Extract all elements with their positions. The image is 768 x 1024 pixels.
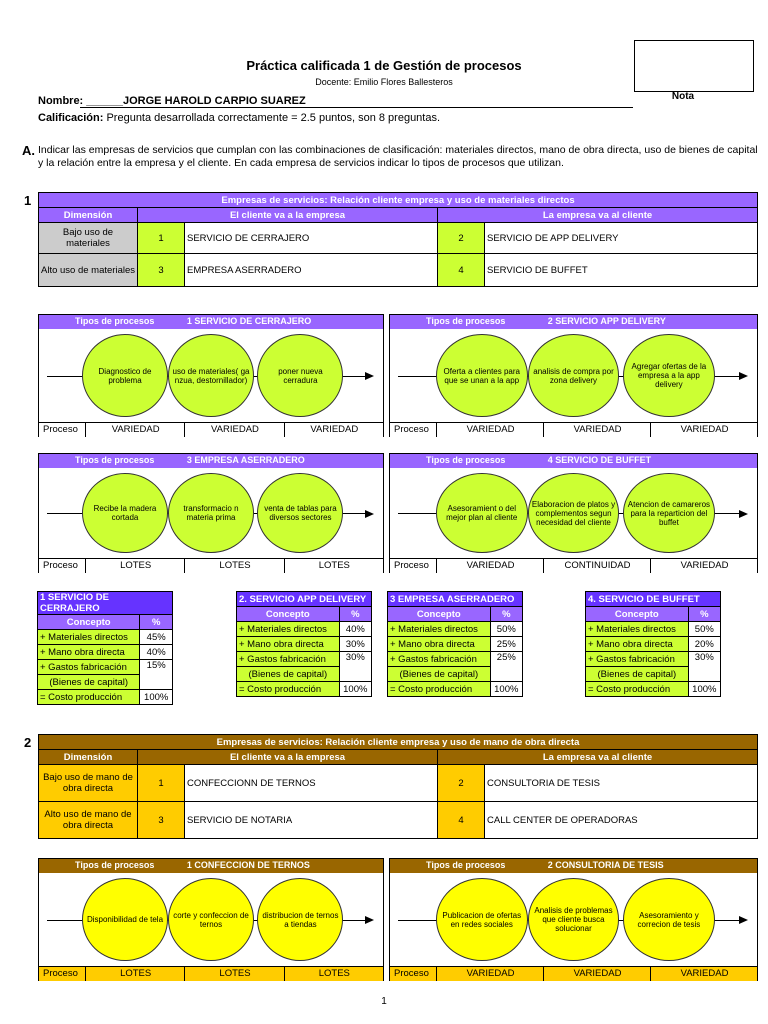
process-type-value: VARIEDAD: [650, 967, 758, 981]
process-type-value: VARIEDAD: [543, 423, 651, 437]
q1-table-title: Empresas de servicios: Relación cliente empresa y uso de materiales directos: [39, 193, 758, 208]
process-footer: [39, 966, 383, 981]
q2-row2-n1: 3: [138, 802, 185, 839]
process-header: [390, 859, 757, 873]
q1-row2-n2: 4: [438, 254, 485, 287]
q1-row1-s2: SERVICIO DE APP DELIVERY: [485, 223, 758, 254]
table-row: [39, 223, 758, 254]
question-2-number: 2: [24, 735, 32, 750]
process-step: distribucion de ternos a tiendas: [257, 878, 343, 961]
table-row: [586, 652, 721, 667]
process-footer-label: Proceso: [43, 560, 78, 571]
process-step: Atencion de camareros para la reparticion del buffet: [623, 473, 715, 553]
process-box: [38, 453, 384, 573]
table-row: [237, 637, 372, 652]
process-company-name: 3 EMPRESA ASERRADERO: [186, 455, 305, 465]
cost-row-label: + Mano obra directa: [237, 637, 340, 652]
q1-classification-table: [38, 192, 758, 287]
cost-row-label: + Mano obra directa: [388, 637, 491, 652]
process-type-value: LOTES: [284, 559, 384, 573]
cost-row-label: + Materiales directos: [388, 622, 491, 637]
process-footer: [390, 558, 757, 573]
process-type-value: VARIEDAD: [543, 967, 651, 981]
grade-box: [634, 40, 754, 92]
process-type-value: LOTES: [85, 967, 185, 981]
cost-table: [387, 591, 523, 697]
process-footer: [39, 558, 383, 573]
cost-row-label: + Mano obra directa: [586, 637, 689, 652]
process-type-label: Tipos de procesos: [75, 316, 155, 326]
table-row: [388, 637, 523, 652]
q1-row1-s1: SERVICIO DE CERRAJERO: [185, 223, 438, 254]
cost-row-label: + Mano obra directa: [38, 645, 140, 660]
table-row: [38, 690, 173, 705]
arrow-right-icon: [739, 372, 748, 380]
process-header: [39, 859, 383, 873]
process-step: corte y confeccion de ternos: [168, 878, 254, 961]
process-type-value: VARIEDAD: [436, 967, 544, 981]
cost-row-value: 15%: [140, 660, 173, 690]
cost-table-title: 3 EMPRESA ASERRADERO: [388, 592, 523, 607]
arrow-right-icon: [739, 916, 748, 924]
table-row: [388, 682, 523, 697]
grade-label: Nota: [671, 91, 695, 102]
cost-col-concept: Concepto: [38, 615, 140, 630]
table-row: [39, 254, 758, 287]
cost-table: [236, 591, 372, 697]
process-header: [390, 315, 757, 329]
process-step: Analisis de problemas que cliente busca solucionar: [528, 878, 620, 961]
cost-row-value: 40%: [339, 622, 371, 637]
q2-row2-n2: 4: [438, 802, 485, 839]
table-row: [38, 660, 173, 675]
arrow-right-icon: [739, 510, 748, 518]
process-step: Oferta a clientes para que se unan a la app: [436, 334, 528, 417]
process-footer-label: Proceso: [394, 560, 429, 571]
table-row: [388, 592, 523, 607]
table-row: [388, 652, 523, 667]
q2-table-title: Empresas de servicios: Relación cliente empresa y uso de mano de obra directa: [39, 735, 758, 750]
cost-row-label: + Gastos fabricación: [586, 652, 689, 667]
cost-row-value: 25%: [490, 637, 522, 652]
cost-row-label: + Materiales directos: [38, 630, 140, 645]
process-type-label: Tipos de procesos: [426, 316, 506, 326]
cost-row-value: 50%: [490, 622, 522, 637]
cost-col-concept: Concepto: [586, 607, 689, 622]
process-company-name: 2 CONSULTORIA DE TESIS: [547, 860, 664, 870]
q2-row1-s2: CONSULTORIA DE TESIS: [485, 765, 758, 802]
section-instructions: Indicar las empresas de servicios que cumplan con las combinaciones de clasificación: materiales directos, mano de obra directa, uso de bienes de capital y la relación entre la empresa y el cliente. En cada empresa de servicios indicar lo tipos de procesos que utilizan.: [38, 144, 758, 169]
q1-col-dimension: Dimensión: [39, 208, 138, 223]
process-footer-label: Proceso: [43, 968, 78, 979]
cost-col-percent: %: [490, 607, 522, 622]
q2-classification-table: [38, 734, 758, 839]
name-underline: [80, 107, 633, 108]
process-header: [39, 454, 383, 468]
q2-row1-s1: CONFECCIONN DE TERNOS: [185, 765, 438, 802]
process-type-label: Tipos de procesos: [426, 455, 506, 465]
process-header: [39, 315, 383, 329]
process-footer: [390, 966, 757, 981]
table-row: [38, 645, 173, 660]
cost-row-label: (Bienes de capital): [38, 675, 140, 690]
q2-row1-dim: Bajo uso de mano de obra directa: [39, 765, 138, 802]
process-type-value: VARIEDAD: [650, 423, 758, 437]
cost-total-value: 100%: [339, 682, 371, 697]
process-box: [389, 453, 758, 573]
cost-row-label: + Gastos fabricación: [237, 652, 340, 667]
process-step: Elaboracion de platos y complementos segun necesidad del cliente: [528, 473, 620, 553]
q1-row1-dim: Bajo uso de materiales: [39, 223, 138, 254]
teacher-name: Docente: Emilio Flores Ballesteros: [315, 77, 453, 87]
process-footer: [39, 422, 383, 437]
cost-row-value: 30%: [339, 652, 371, 682]
table-row: [586, 622, 721, 637]
table-row: [586, 592, 721, 607]
process-company-name: 2 SERVICIO APP DELIVERY: [547, 316, 666, 326]
q1-row2-dim: Alto uso de materiales: [39, 254, 138, 287]
process-step: transformacio n materia prima: [168, 473, 254, 553]
cost-col-percent: %: [339, 607, 371, 622]
arrow-right-icon: [365, 916, 374, 924]
cost-row-label: + Gastos fabricación: [38, 660, 140, 675]
arrow-right-icon: [365, 510, 374, 518]
table-row: [39, 765, 758, 802]
process-footer-label: Proceso: [43, 424, 78, 435]
cost-row-label: (Bienes de capital): [237, 667, 340, 682]
question-1-number: 1: [24, 193, 32, 208]
section-letter: A.: [22, 143, 35, 158]
table-row: [586, 637, 721, 652]
cost-col-concept: Concepto: [388, 607, 491, 622]
table-row: [237, 592, 372, 607]
process-type-value: VARIEDAD: [284, 423, 384, 437]
q2-col-company: La empresa va al cliente: [438, 750, 758, 765]
cost-total-label: = Costo producción: [38, 690, 140, 705]
cost-table-title: 2. SERVICIO APP DELIVERY: [237, 592, 372, 607]
q1-row2-s2: SERVICIO DE BUFFET: [485, 254, 758, 287]
page-number: 1: [381, 996, 387, 1007]
q2-col-client: El cliente va a la empresa: [138, 750, 438, 765]
table-row: [38, 630, 173, 645]
cost-row-value: 25%: [490, 652, 522, 682]
q1-col-company: La empresa va al cliente: [438, 208, 758, 223]
process-box: [38, 858, 384, 981]
cost-col-percent: %: [688, 607, 720, 622]
q2-row1-n2: 2: [438, 765, 485, 802]
cost-total-label: = Costo producción: [237, 682, 340, 697]
cost-table-title: 4. SERVICIO DE BUFFET: [586, 592, 721, 607]
process-type-value: LOTES: [184, 559, 284, 573]
table-row: [39, 802, 758, 839]
q2-row2-s2: CALL CENTER DE OPERADORAS: [485, 802, 758, 839]
cost-row-label: (Bienes de capital): [388, 667, 491, 682]
table-row: [586, 607, 721, 622]
q2-row1-n1: 1: [138, 765, 185, 802]
q1-col-client: El cliente va a la empresa: [138, 208, 438, 223]
process-step: analisis de compra por zona delivery: [528, 334, 620, 417]
process-step: Asesoramient o del mejor plan al cliente: [436, 473, 528, 553]
cost-row-value: 45%: [140, 630, 173, 645]
cost-row-value: 50%: [688, 622, 720, 637]
process-type-value: LOTES: [85, 559, 185, 573]
cost-total-label: = Costo producción: [388, 682, 491, 697]
process-step: uso de materiales( ga nzua, destornillador): [168, 334, 254, 417]
cost-row-value: 20%: [688, 637, 720, 652]
process-step: poner nueva cerradura: [257, 334, 343, 417]
process-box: [389, 858, 758, 981]
process-step: Agregar ofertas de la empresa a la app delivery: [623, 334, 715, 417]
table-row: [237, 622, 372, 637]
process-type-label: Tipos de procesos: [426, 860, 506, 870]
cost-row-value: 40%: [140, 645, 173, 660]
process-type-value: VARIEDAD: [436, 423, 544, 437]
process-step: Disponibilidad de tela: [82, 878, 168, 961]
table-row: [237, 682, 372, 697]
grading-line: [38, 112, 440, 124]
cost-row-label: + Gastos fabricación: [388, 652, 491, 667]
table-row: [38, 615, 173, 630]
cost-col-concept: Concepto: [237, 607, 340, 622]
process-company-name: 1 CONFECCION DE TERNOS: [186, 860, 310, 870]
process-box: [389, 314, 758, 437]
grading-text: Pregunta desarrollada correctamente = 2.5 puntos, son 8 preguntas.: [103, 112, 441, 124]
table-row: [586, 682, 721, 697]
cost-total-value: 100%: [688, 682, 720, 697]
cost-total-label: = Costo producción: [586, 682, 689, 697]
cost-table-title: 1 SERVICIO DE CERRAJERO: [38, 592, 173, 615]
process-step: Diagnostico de problema: [82, 334, 168, 417]
table-row: [388, 607, 523, 622]
process-footer-label: Proceso: [394, 968, 429, 979]
q1-row2-n1: 3: [138, 254, 185, 287]
process-step: Publicacion de ofertas en redes sociales: [436, 878, 528, 961]
process-type-value: VARIEDAD: [436, 559, 544, 573]
cost-table: [37, 591, 173, 705]
process-company-name: 4 SERVICIO DE BUFFET: [547, 455, 652, 465]
cost-row-value: 30%: [688, 652, 720, 682]
name-label: Nombre:: [38, 95, 84, 107]
process-step: venta de tablas para diversos sectores: [257, 473, 343, 553]
q1-row1-n1: 1: [138, 223, 185, 254]
process-type-value: LOTES: [184, 967, 284, 981]
student-name: ______JORGE HAROLD CARPIO SUAREZ: [86, 95, 306, 107]
q1-row1-n2: 2: [438, 223, 485, 254]
table-row: [237, 607, 372, 622]
grading-label: Calificación:: [38, 112, 104, 124]
table-row: [388, 622, 523, 637]
process-type-value: CONTINUIDAD: [543, 559, 651, 573]
q2-col-dimension: Dimensión: [39, 750, 138, 765]
page-title: Práctica calificada 1 de Gestión de procesos: [246, 58, 522, 73]
table-row: [237, 652, 372, 667]
cost-row-label: + Materiales directos: [586, 622, 689, 637]
arrow-right-icon: [365, 372, 374, 380]
process-footer: [390, 422, 757, 437]
cost-total-value: 100%: [140, 690, 173, 705]
process-type-value: VARIEDAD: [650, 559, 758, 573]
process-box: [38, 314, 384, 437]
cost-table: [585, 591, 721, 697]
process-company-name: 1 SERVICIO DE CERRAJERO: [186, 316, 312, 326]
process-type-label: Tipos de procesos: [75, 860, 155, 870]
cost-total-value: 100%: [490, 682, 522, 697]
table-row: [38, 592, 173, 615]
student-name-line: [38, 95, 306, 107]
process-footer-label: Proceso: [394, 424, 429, 435]
q1-row2-s1: EMPRESA ASERRADERO: [185, 254, 438, 287]
q2-row2-s1: SERVICIO DE NOTARIA: [185, 802, 438, 839]
process-type-label: Tipos de procesos: [75, 455, 155, 465]
process-type-value: VARIEDAD: [85, 423, 185, 437]
cost-col-percent: %: [140, 615, 173, 630]
q2-row2-dim: Alto uso de mano de obra directa: [39, 802, 138, 839]
process-step: Asesoramiento y correcion de tesis: [623, 878, 715, 961]
process-type-value: VARIEDAD: [184, 423, 284, 437]
process-header: [390, 454, 757, 468]
process-step: Recibe la madera cortada: [82, 473, 168, 553]
cost-row-value: 30%: [339, 637, 371, 652]
cost-row-label: (Bienes de capital): [586, 667, 689, 682]
process-type-value: LOTES: [284, 967, 384, 981]
cost-row-label: + Materiales directos: [237, 622, 340, 637]
